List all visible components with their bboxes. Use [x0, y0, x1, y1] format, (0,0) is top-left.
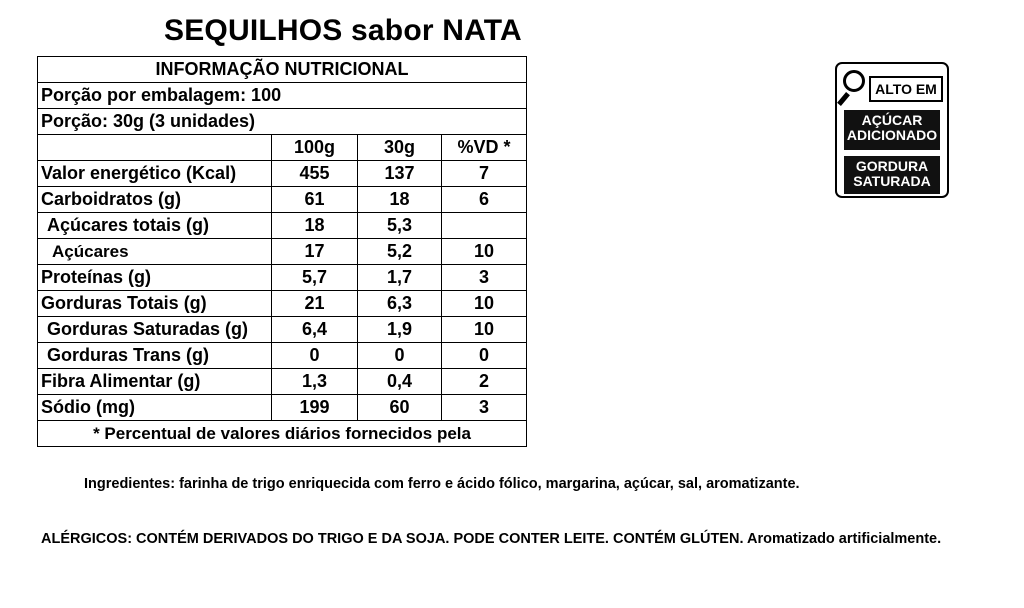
servings-per-package: Porção por embalagem: 100 — [38, 83, 527, 109]
high-in-warning-seal — [835, 62, 949, 198]
value-vd: 3 — [442, 265, 527, 291]
nutrient-label: Proteínas (g) — [38, 265, 272, 291]
table-row — [38, 161, 527, 187]
column-header-100g: 100g — [272, 135, 358, 161]
column-header-blank — [38, 135, 272, 161]
value-vd: 10 — [442, 239, 527, 265]
value-vd: 2 — [442, 369, 527, 395]
nutrient-label: Gorduras Trans (g) — [38, 343, 272, 369]
saturated-fat-line2: SATURADA — [853, 173, 931, 189]
magnifier-handle — [837, 92, 850, 106]
column-header-30g: 30g — [358, 135, 442, 161]
serving-size-row — [38, 109, 527, 135]
nutrient-label: Açúcares — [38, 239, 272, 265]
nutrient-label: Gorduras Saturadas (g) — [38, 317, 272, 343]
table-row — [38, 239, 527, 265]
table-row — [38, 187, 527, 213]
table-row — [38, 265, 527, 291]
value-30g: 6,3 — [358, 291, 442, 317]
table-row — [38, 213, 527, 239]
value-100g: 61 — [272, 187, 358, 213]
added-sugar-box — [844, 110, 940, 150]
value-30g: 1,9 — [358, 317, 442, 343]
column-header-vd: %VD * — [442, 135, 527, 161]
value-100g: 21 — [272, 291, 358, 317]
alto-em-label: ALTO EM — [869, 76, 943, 102]
nutrient-label: Carboidratos (g) — [38, 187, 272, 213]
added-sugar-line2: ADICIONADO — [846, 127, 938, 143]
value-vd — [442, 213, 527, 239]
nutrition-header-row — [38, 57, 527, 83]
value-vd: 10 — [442, 291, 527, 317]
nutrient-label: Fibra Alimentar (g) — [38, 369, 272, 395]
magnifier-icon — [843, 70, 865, 92]
value-100g: 199 — [272, 395, 358, 421]
nutrition-header: INFORMAÇÃO NUTRICIONAL — [38, 57, 527, 83]
ingredients-text: Ingredientes: farinha de trigo enriquecida com ferro e ácido fólico, margarina, açúcar, sal, aromatizante. — [84, 476, 800, 492]
nutrient-label: Sódio (mg) — [38, 395, 272, 421]
table-row — [38, 291, 527, 317]
value-30g: 5,3 — [358, 213, 442, 239]
added-sugar-line1: AÇÚCAR — [861, 112, 923, 128]
value-100g: 17 — [272, 239, 358, 265]
table-row — [38, 395, 527, 421]
value-100g: 455 — [272, 161, 358, 187]
value-30g: 60 — [358, 395, 442, 421]
table-row — [38, 369, 527, 395]
value-100g: 18 — [272, 213, 358, 239]
footnote-row — [38, 421, 527, 447]
table-row — [38, 343, 527, 369]
value-30g: 137 — [358, 161, 442, 187]
value-30g: 5,2 — [358, 239, 442, 265]
nutrition-facts-table — [37, 56, 527, 447]
value-30g: 18 — [358, 187, 442, 213]
product-title: SEQUILHOS sabor NATA — [164, 14, 522, 47]
value-30g: 0,4 — [358, 369, 442, 395]
value-30g: 0 — [358, 343, 442, 369]
table-row — [38, 317, 527, 343]
value-100g: 6,4 — [272, 317, 358, 343]
footnote: * Percentual de valores diários fornecidos pela — [38, 421, 527, 447]
value-30g: 1,7 — [358, 265, 442, 291]
column-header-row — [38, 135, 527, 161]
nutrient-label: Gorduras Totais (g) — [38, 291, 272, 317]
servings-per-package-row — [38, 83, 527, 109]
value-vd: 6 — [442, 187, 527, 213]
saturated-fat-line1: GORDURA — [855, 158, 929, 174]
value-100g: 1,3 — [272, 369, 358, 395]
value-100g: 5,7 — [272, 265, 358, 291]
value-100g: 0 — [272, 343, 358, 369]
value-vd: 3 — [442, 395, 527, 421]
serving-size: Porção: 30g (3 unidades) — [38, 109, 527, 135]
allergens-text: ALÉRGICOS: CONTÉM DERIVADOS DO TRIGO E DA SOJA. PODE CONTER LEITE. CONTÉM GLÚTEN. Aromatizado artificialmente. — [41, 531, 942, 547]
nutrient-label: Açúcares totais (g) — [38, 213, 272, 239]
nutrient-label: Valor energético (Kcal) — [38, 161, 272, 187]
value-vd: 0 — [442, 343, 527, 369]
saturated-fat-box — [844, 156, 940, 194]
value-vd: 10 — [442, 317, 527, 343]
value-vd: 7 — [442, 161, 527, 187]
